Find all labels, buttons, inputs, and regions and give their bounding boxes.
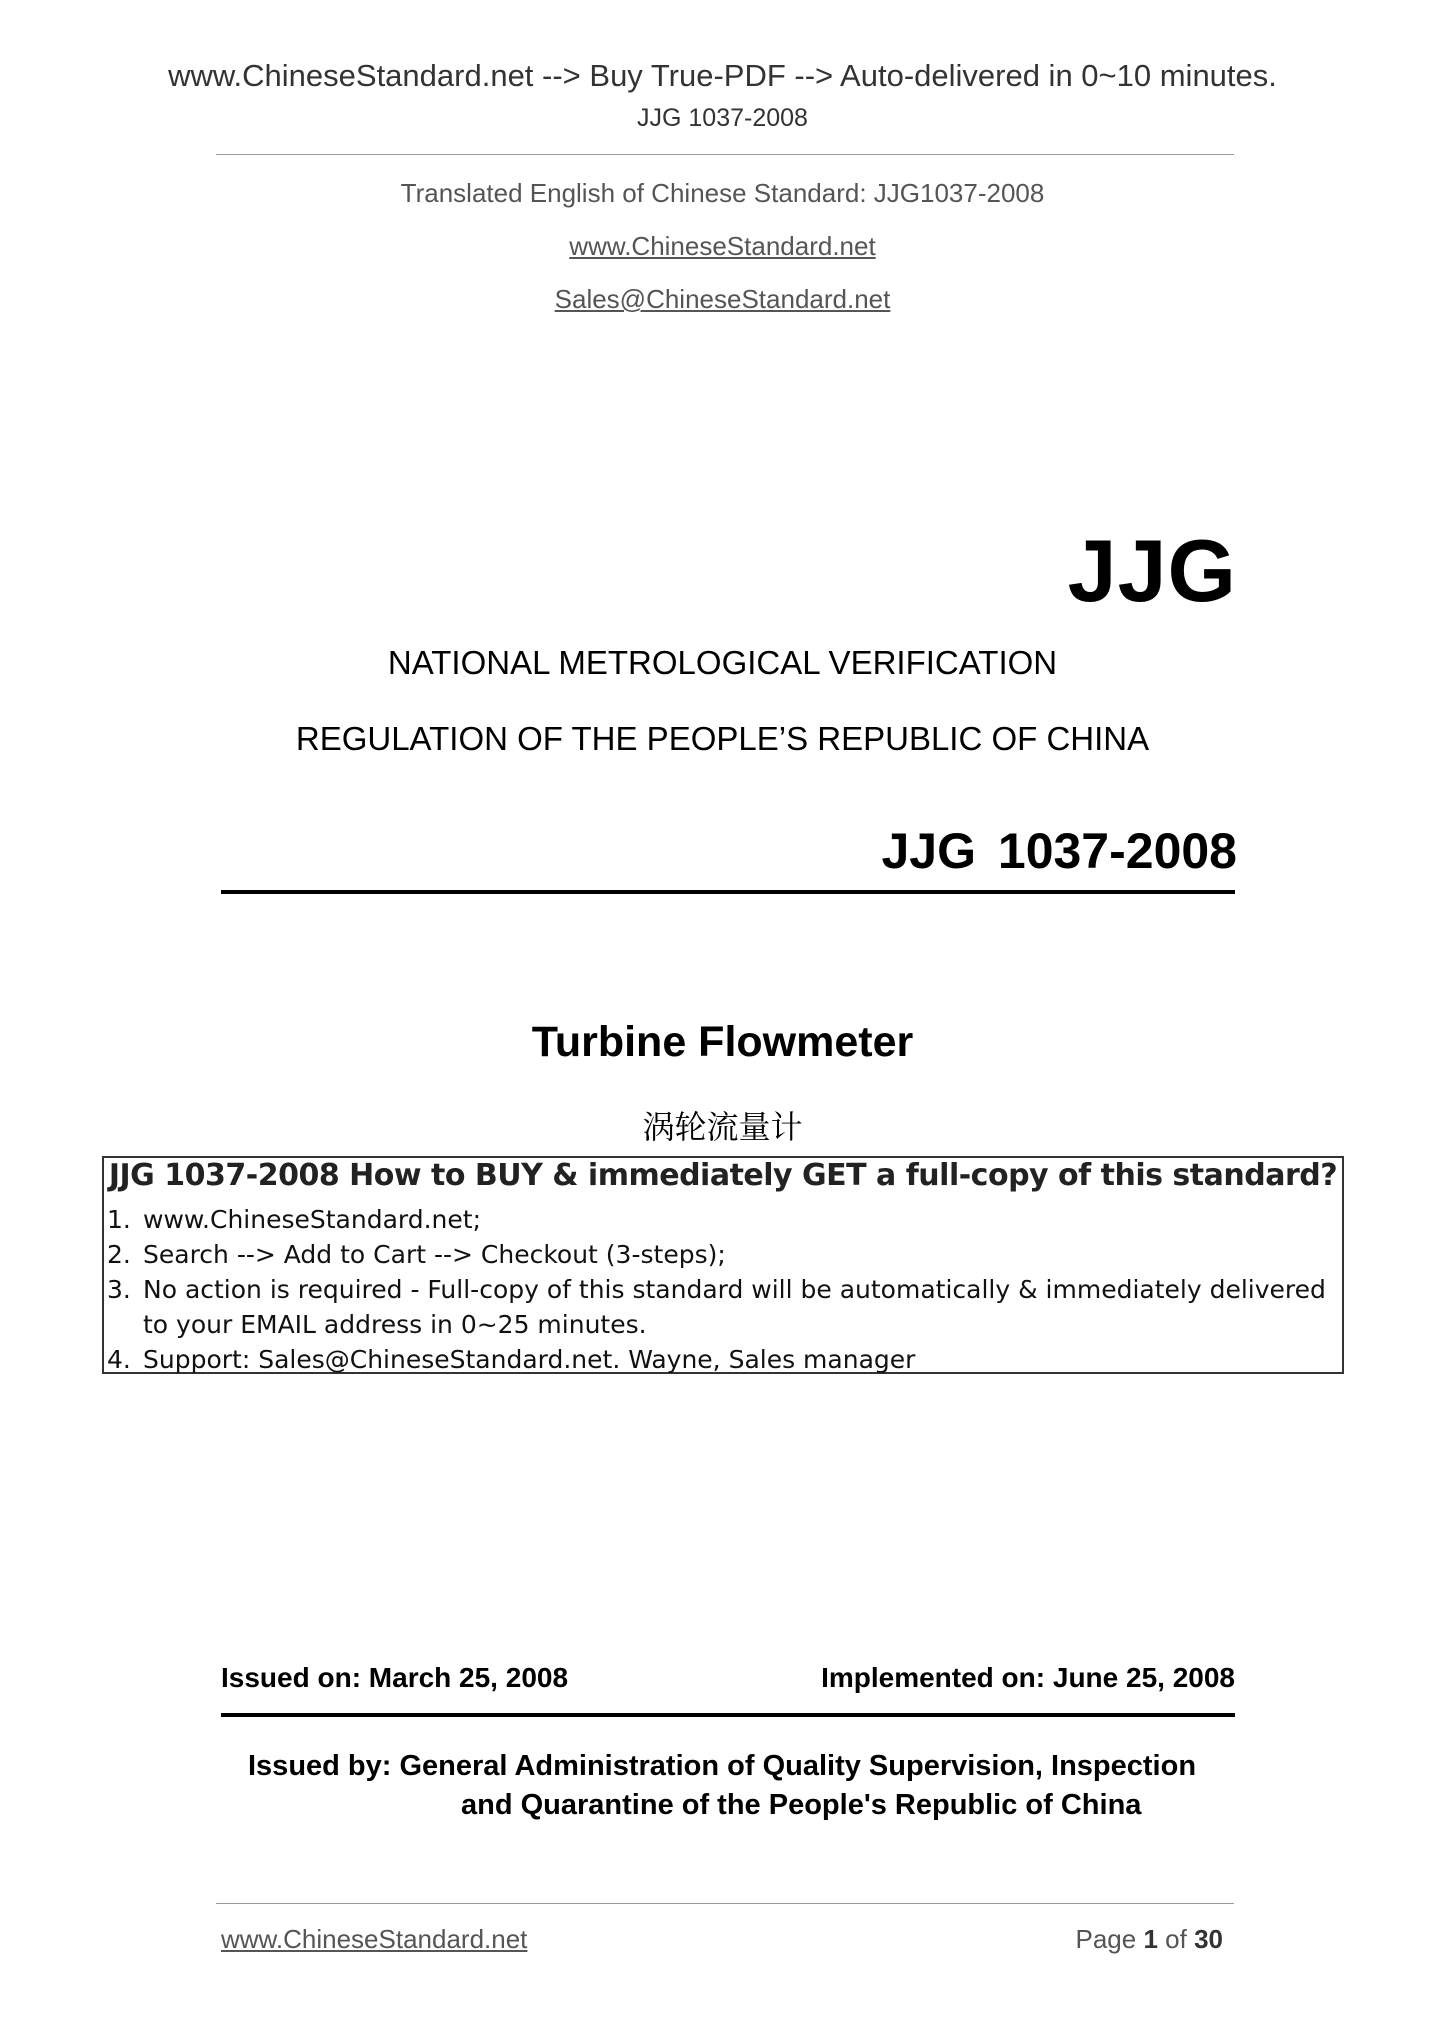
page-current: 1 bbox=[1143, 1924, 1158, 1954]
implemented-on-date: Implemented on: June 25, 2008 bbox=[821, 1662, 1235, 1693]
purchase-step bbox=[107, 1237, 1337, 1272]
page-prefix: Page bbox=[1075, 1924, 1137, 1954]
step-text: Search --> Add to Cart --> Checkout (3-steps); bbox=[143, 1240, 726, 1269]
cover-heading-line-2: REGULATION OF THE PEOPLE’S REPUBLIC OF CHINA bbox=[295, 720, 1150, 757]
header-banner: www.ChineseStandard.net --> Buy True-PDF --> Auto-delivered in 0~10 minutes. bbox=[168, 58, 1277, 93]
website-link[interactable]: www.ChineseStandard.net bbox=[569, 231, 876, 261]
issuer-line-2: and Quarantine of the People's Republic of China bbox=[461, 1789, 1142, 1821]
step-number: 1. bbox=[107, 1205, 131, 1234]
document-title-chinese: 涡轮流量计 bbox=[642, 1108, 803, 1146]
step-text: No action is required - Full-copy of this standard will be automatically & immediately delivered to your EMAIL address in 0~25 minutes. bbox=[143, 1275, 1326, 1339]
email-link-row bbox=[0, 284, 1445, 315]
document-title-english: Turbine Flowmeter bbox=[531, 1018, 914, 1066]
purchase-steps-list bbox=[107, 1202, 1337, 1377]
purchase-step bbox=[107, 1342, 1337, 1377]
standard-number: JJG 1037-2008 bbox=[881, 823, 1237, 879]
step-number: 2. bbox=[107, 1240, 131, 1269]
issued-on-date: Issued on: March 25, 2008 bbox=[221, 1662, 569, 1693]
jjg-logo-text: JJG bbox=[1067, 521, 1237, 620]
purchase-step bbox=[107, 1202, 1337, 1237]
page-of: of bbox=[1165, 1924, 1187, 1954]
standard-number-rule bbox=[221, 890, 1235, 894]
purchase-info-heading: JJG 1037-2008 How to BUY & immediately GET a full-copy of this standard? bbox=[108, 1158, 1338, 1193]
footer-website-link[interactable]: www.ChineseStandard.net bbox=[221, 1924, 528, 1954]
step-number: 3. bbox=[107, 1275, 131, 1304]
purchase-step bbox=[107, 1272, 1337, 1342]
cover-heading-line-1: NATIONAL METROLOGICAL VERIFICATION bbox=[387, 644, 1058, 681]
header-divider bbox=[216, 154, 1234, 155]
purchase-info-box bbox=[102, 1156, 1344, 1374]
footer-divider bbox=[216, 1903, 1234, 1904]
page-total: 30 bbox=[1194, 1924, 1223, 1954]
translated-notice: Translated English of Chinese Standard: JJG1037-2008 bbox=[400, 178, 1045, 208]
page-indicator bbox=[1075, 1924, 1223, 1955]
website-link-row bbox=[0, 231, 1445, 262]
issuer-line-1: Issued by: General Administration of Quality Supervision, Inspection bbox=[248, 1750, 1197, 1782]
dates-rule bbox=[221, 1713, 1235, 1717]
step-text: Support: Sales@ChineseStandard.net. Wayne, Sales manager bbox=[143, 1345, 916, 1374]
step-number: 4. bbox=[107, 1345, 131, 1374]
header-standard-code: JJG 1037-2008 bbox=[637, 104, 808, 132]
step-text: www.ChineseStandard.net; bbox=[143, 1205, 482, 1234]
email-link[interactable]: Sales@ChineseStandard.net bbox=[554, 284, 891, 314]
